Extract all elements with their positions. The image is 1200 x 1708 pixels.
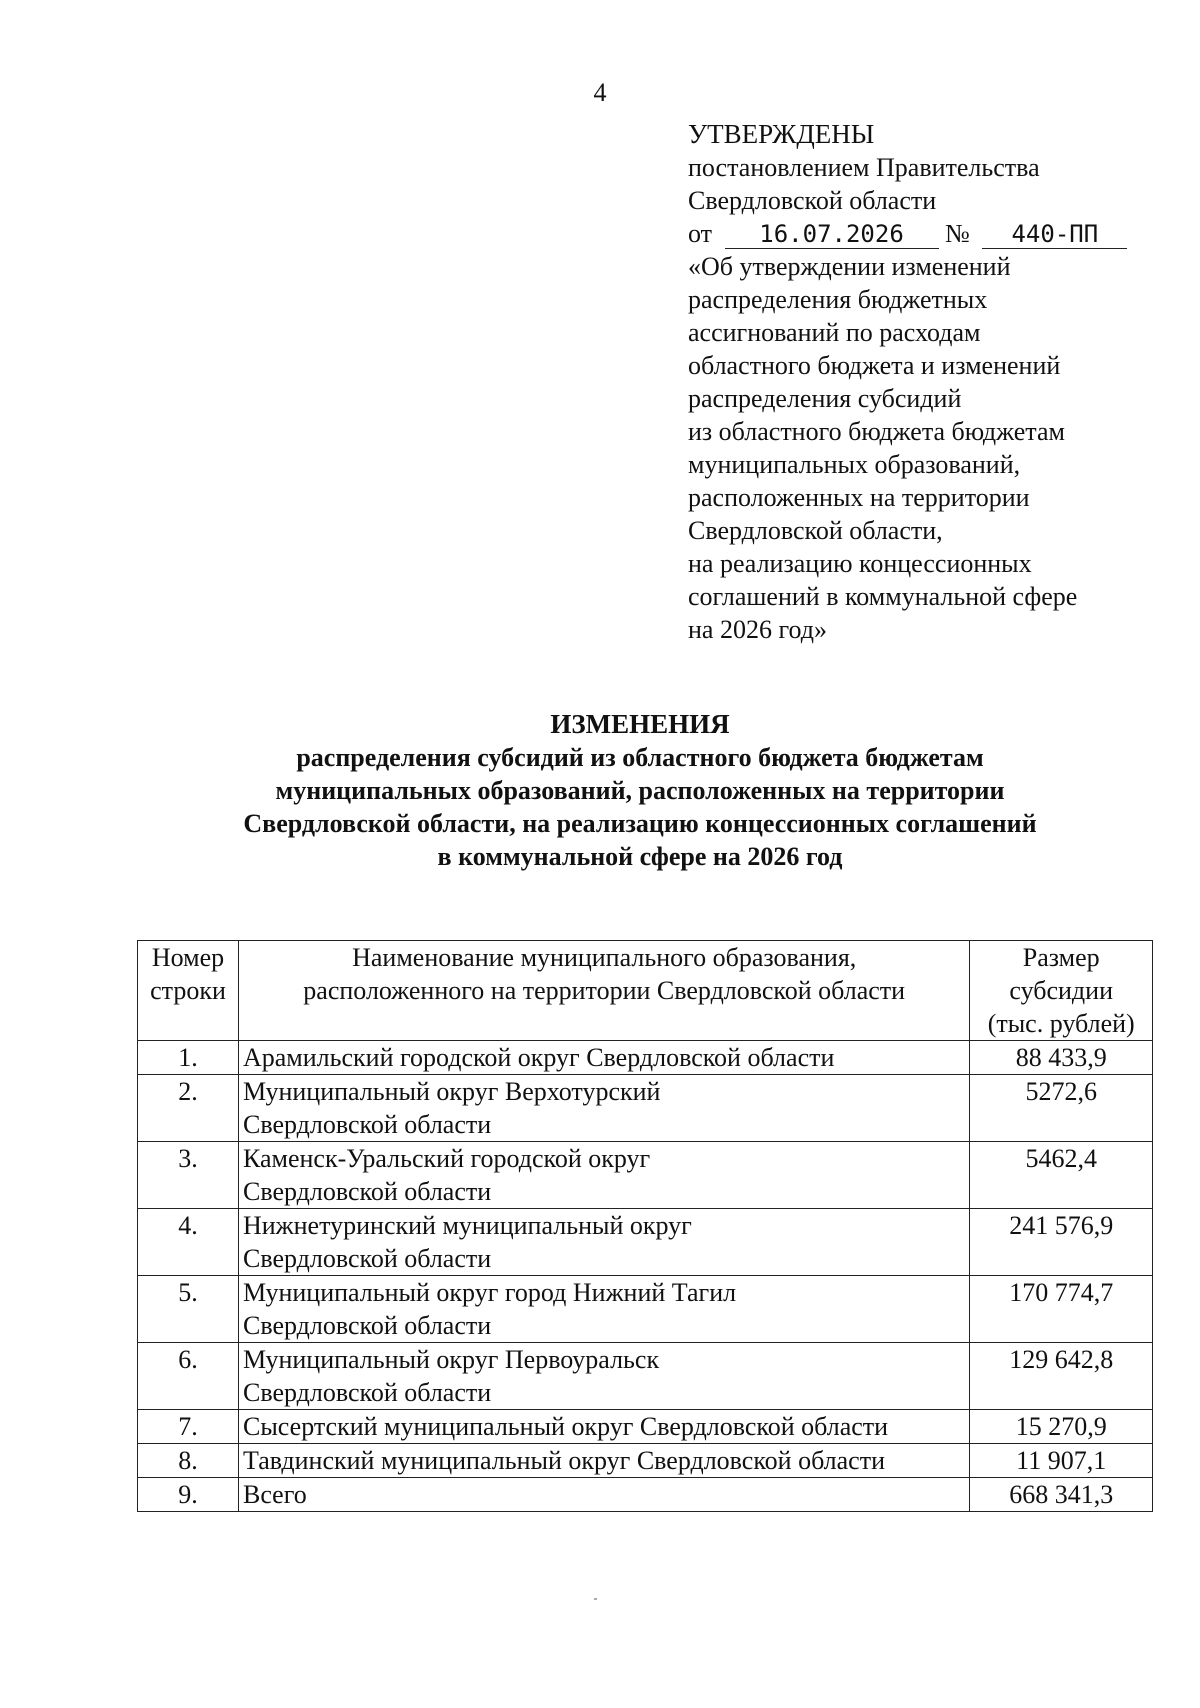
municipality-name bbox=[238, 1209, 969, 1276]
header-text: Номер bbox=[151, 943, 225, 972]
name-line: Муниципальный округ город Нижний Тагил bbox=[242, 1278, 737, 1307]
approval-block bbox=[688, 118, 1158, 646]
table-row bbox=[138, 1142, 1153, 1209]
row-number: 1. bbox=[138, 1041, 239, 1075]
document-title-line: муниципальных образований, расположенных на территории bbox=[275, 776, 1005, 805]
scan-speck bbox=[594, 1598, 597, 1600]
decree-title-line: Свердловской области, bbox=[688, 516, 943, 545]
decree-title-line: «Об утверждении изменений bbox=[688, 252, 1011, 281]
row-number: 8. bbox=[138, 1444, 239, 1478]
name-line: Арамильский городской округ Свердловской области bbox=[242, 1043, 835, 1072]
table-row bbox=[138, 1209, 1153, 1276]
name-line: Свердловской области bbox=[242, 1378, 492, 1407]
decree-title-line: муниципальных образований, bbox=[688, 450, 1021, 479]
document-title-line: Свердловской области, на реализацию концессионных соглашений bbox=[243, 809, 1037, 838]
document-title-line: распределения субсидий из областного бюджета бюджетам bbox=[296, 743, 984, 772]
table-row bbox=[138, 1410, 1153, 1444]
municipality-name bbox=[238, 1041, 969, 1075]
decree-title-line: расположенных на территории bbox=[688, 483, 1030, 512]
row-number: 5. bbox=[138, 1276, 239, 1343]
decree-title-line: ассигнований по расходам bbox=[688, 318, 981, 347]
name-line: Тавдинский муниципальный округ Свердловской области bbox=[242, 1446, 885, 1475]
table-header-row bbox=[138, 941, 1153, 1041]
total-label bbox=[238, 1478, 969, 1512]
decree-date-number-line bbox=[688, 217, 1158, 250]
municipality-name bbox=[238, 1343, 969, 1410]
table-row bbox=[138, 1276, 1153, 1343]
document-title bbox=[0, 708, 1200, 873]
subsidies-table bbox=[137, 940, 1153, 1512]
name-line: Каменск-Уральский городской округ bbox=[242, 1144, 651, 1173]
municipality-name bbox=[238, 1142, 969, 1209]
total-amount: 668 341,3 bbox=[970, 1478, 1153, 1512]
row-number: 9. bbox=[138, 1478, 239, 1512]
header-text: Размер bbox=[1022, 943, 1100, 972]
approval-heading: УТВЕРЖДЕНЫ bbox=[688, 119, 875, 149]
document-title-main: ИЗМЕНЕНИЯ bbox=[550, 709, 730, 739]
decree-title-line: соглашений в коммунальной сфере bbox=[688, 582, 1078, 611]
municipality-name bbox=[238, 1276, 969, 1343]
row-number: 4. bbox=[138, 1209, 239, 1276]
header-text: строки bbox=[150, 976, 226, 1005]
municipality-name bbox=[238, 1410, 969, 1444]
document-title-line: в коммунальной сфере на 2026 год bbox=[437, 842, 843, 871]
decree-title-line: на 2026 год» bbox=[688, 615, 827, 644]
table-row bbox=[138, 1343, 1153, 1410]
subsidy-amount: 5272,6 bbox=[970, 1075, 1153, 1142]
header-text: расположенного на территории Свердловской области bbox=[303, 976, 906, 1005]
name-line: Свердловской области bbox=[242, 1311, 492, 1340]
table-row bbox=[138, 1444, 1153, 1478]
header-text: Наименование муниципального образования, bbox=[352, 943, 857, 972]
table-row-total bbox=[138, 1478, 1153, 1512]
municipality-name bbox=[238, 1075, 969, 1142]
row-number: 2. bbox=[138, 1075, 239, 1142]
header-text: субсидии bbox=[1009, 976, 1113, 1005]
table-row bbox=[138, 1075, 1153, 1142]
subsidy-amount: 5462,4 bbox=[970, 1142, 1153, 1209]
row-number: 7. bbox=[138, 1410, 239, 1444]
row-number: 6. bbox=[138, 1343, 239, 1410]
subsidy-amount: 241 576,9 bbox=[970, 1209, 1153, 1276]
table-row bbox=[138, 1041, 1153, 1075]
decree-title-line: из областного бюджета бюджетам bbox=[688, 417, 1065, 446]
name-line: Муниципальный округ Верхотурский bbox=[242, 1077, 661, 1106]
decree-title-line: областного бюджета и изменений bbox=[688, 351, 1061, 380]
row-number: 3. bbox=[138, 1142, 239, 1209]
name-line: Нижнетуринский муниципальный округ bbox=[242, 1211, 692, 1240]
header-row-number bbox=[138, 941, 239, 1041]
decree-title-line: на реализацию концессионных bbox=[688, 549, 1032, 578]
decree-date: 16.07.2026 bbox=[725, 220, 939, 249]
approval-line: постановлением Правительства bbox=[688, 153, 1040, 182]
header-text: (тыс. рублей) bbox=[987, 1009, 1135, 1038]
subsidy-amount: 11 907,1 bbox=[970, 1444, 1153, 1478]
subsidy-amount: 88 433,9 bbox=[970, 1041, 1153, 1075]
subsidy-amount: 15 270,9 bbox=[970, 1410, 1153, 1444]
approval-line: Свердловской области bbox=[688, 186, 937, 215]
name-line: Свердловской области bbox=[242, 1110, 492, 1139]
name-line: Сысертский муниципальный округ Свердловской области bbox=[242, 1412, 889, 1441]
decree-number: 440-ПП bbox=[982, 220, 1127, 249]
header-subsidy-amount bbox=[970, 941, 1153, 1041]
name-line: Муниципальный округ Первоуральск bbox=[242, 1345, 660, 1374]
name-line: Свердловской области bbox=[242, 1177, 492, 1206]
subsidy-amount: 129 642,8 bbox=[970, 1343, 1153, 1410]
page-number: 4 bbox=[593, 78, 607, 107]
header-municipality-name bbox=[238, 941, 969, 1041]
date-prefix: от bbox=[688, 219, 713, 248]
subsidy-amount: 170 774,7 bbox=[970, 1276, 1153, 1343]
name-line: Свердловской области bbox=[242, 1244, 492, 1273]
name-line: Всего bbox=[242, 1480, 307, 1509]
number-prefix: № bbox=[945, 219, 970, 248]
municipality-name bbox=[238, 1444, 969, 1478]
decree-title-line: распределения субсидий bbox=[688, 384, 962, 413]
decree-title-line: распределения бюджетных bbox=[688, 285, 988, 314]
